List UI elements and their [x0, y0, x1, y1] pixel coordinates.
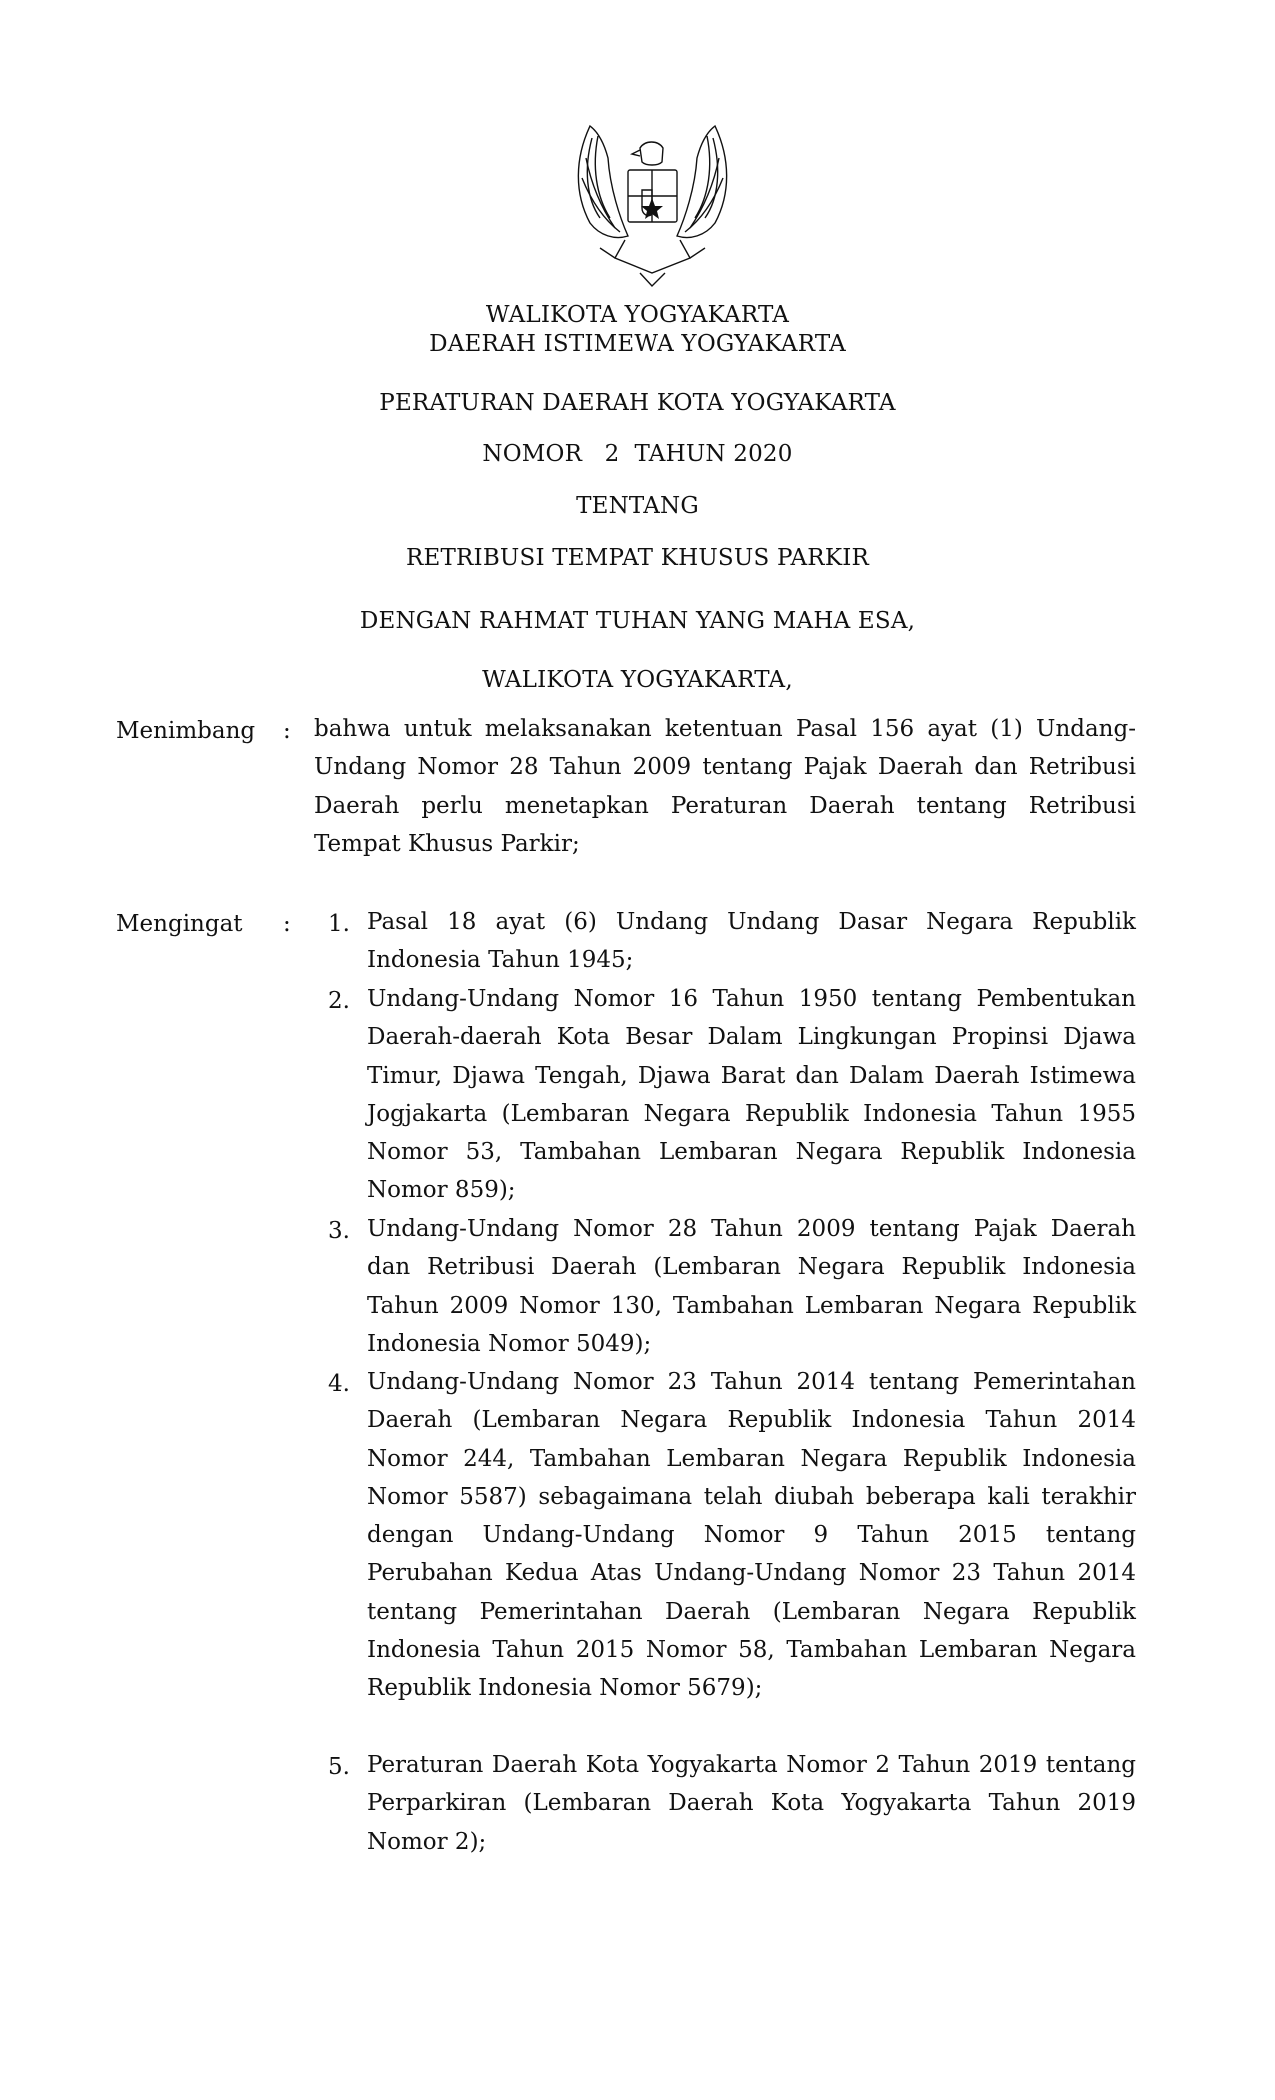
list-item: Undang-Undang Nomor 16 Tahun 1950 tentang Pembentukan Daerah-daerah Kota Besar Dalam Lingkungan Propinsi Djawa Timur, Djawa Tengah, Djawa Barat dan Dalam Daerah Istimewa Jogjakarta (Lembaran Negara Republik Indonesia Tahun 1955 Nomor 53, Tambahan Lembaran Negara Republik Indonesia Nomor 859); — [367, 986, 1136, 1204]
list-item: Undang-Undang Nomor 23 Tahun 2014 tentang Pemerintahan Daerah (Lembaran Negara Republik Indonesia Tahun 2014 Nomor 244, Tambahan Lembaran Negara Republik Indonesia Nomor 5587) sebagaimana telah diubah beberapa kali terakhir dengan Undang-Undang Nomor 9 Tahun 2015 tentang Perubahan Kedua Atas Undang-Undang Nomor 23 Tahun 2014 tentang Pemerintahan Daerah (Lembaran Negara Republik Indonesia Tahun 2015 Nomor 58, Tambahan Lembaran Negara Republik Indonesia Nomor 5679); — [367, 1369, 1136, 1702]
menimbang-text: bahwa untuk melaksanakan ketentuan Pasal 156 ayat (1) Undang-Undang Nomor 28 Tahun 2009 tentang Pajak Daerah dan Retribusi Daerah perlu menetapkan Peraturan Daerah tentang Retribusi Tempat Khusus Parkir; — [314, 716, 1136, 857]
regulation-number: NOMOR 2 TAHUN 2020 — [482, 441, 793, 467]
region-line: DAERAH ISTIMEWA YOGYAKARTA — [429, 331, 846, 357]
authority-line: WALIKOTA YOGYAKARTA, — [482, 667, 793, 693]
list-item: Undang-Undang Nomor 28 Tahun 2009 tentang Pajak Daerah dan Retribusi Daerah (Lembaran Negara Republik Indonesia Tahun 2009 Nomor 130, Tambahan Lembaran Negara Republik Indonesia Nomor 5049); — [367, 1216, 1136, 1357]
regulation-title: PERATURAN DAERAH KOTA YOGYAKARTA — [379, 390, 896, 416]
menimbang-label: Menimbang — [116, 718, 256, 744]
mengingat-colon: : — [283, 911, 291, 937]
list-item-number: 2. — [328, 988, 350, 1014]
mengingat-label: Mengingat — [116, 911, 243, 937]
list-item-number: 4. — [328, 1371, 350, 1397]
regulation-subject: RETRIBUSI TEMPAT KHUSUS PARKIR — [405, 545, 870, 571]
menimbang-colon: : — [283, 718, 291, 744]
garuda-pancasila-emblem-icon — [570, 118, 735, 288]
preamble-line: DENGAN RAHMAT TUHAN YANG MAHA ESA, — [359, 608, 916, 634]
list-item: Pasal 18 ayat (6) Undang Undang Dasar Negara Republik Indonesia Tahun 1945; — [367, 909, 1136, 974]
about-label: TENTANG — [576, 493, 699, 519]
issuer-line: WALIKOTA YOGYAKARTA — [485, 302, 790, 328]
list-item-number: 3. — [328, 1218, 350, 1244]
list-item-number: 5. — [328, 1754, 350, 1780]
list-item-number: 1. — [328, 911, 350, 937]
list-item: Peraturan Daerah Kota Yogyakarta Nomor 2 Tahun 2019 tentang Perparkiran (Lembaran Daerah Kota Yogyakarta Tahun 2019 Nomor 2); — [367, 1752, 1136, 1855]
